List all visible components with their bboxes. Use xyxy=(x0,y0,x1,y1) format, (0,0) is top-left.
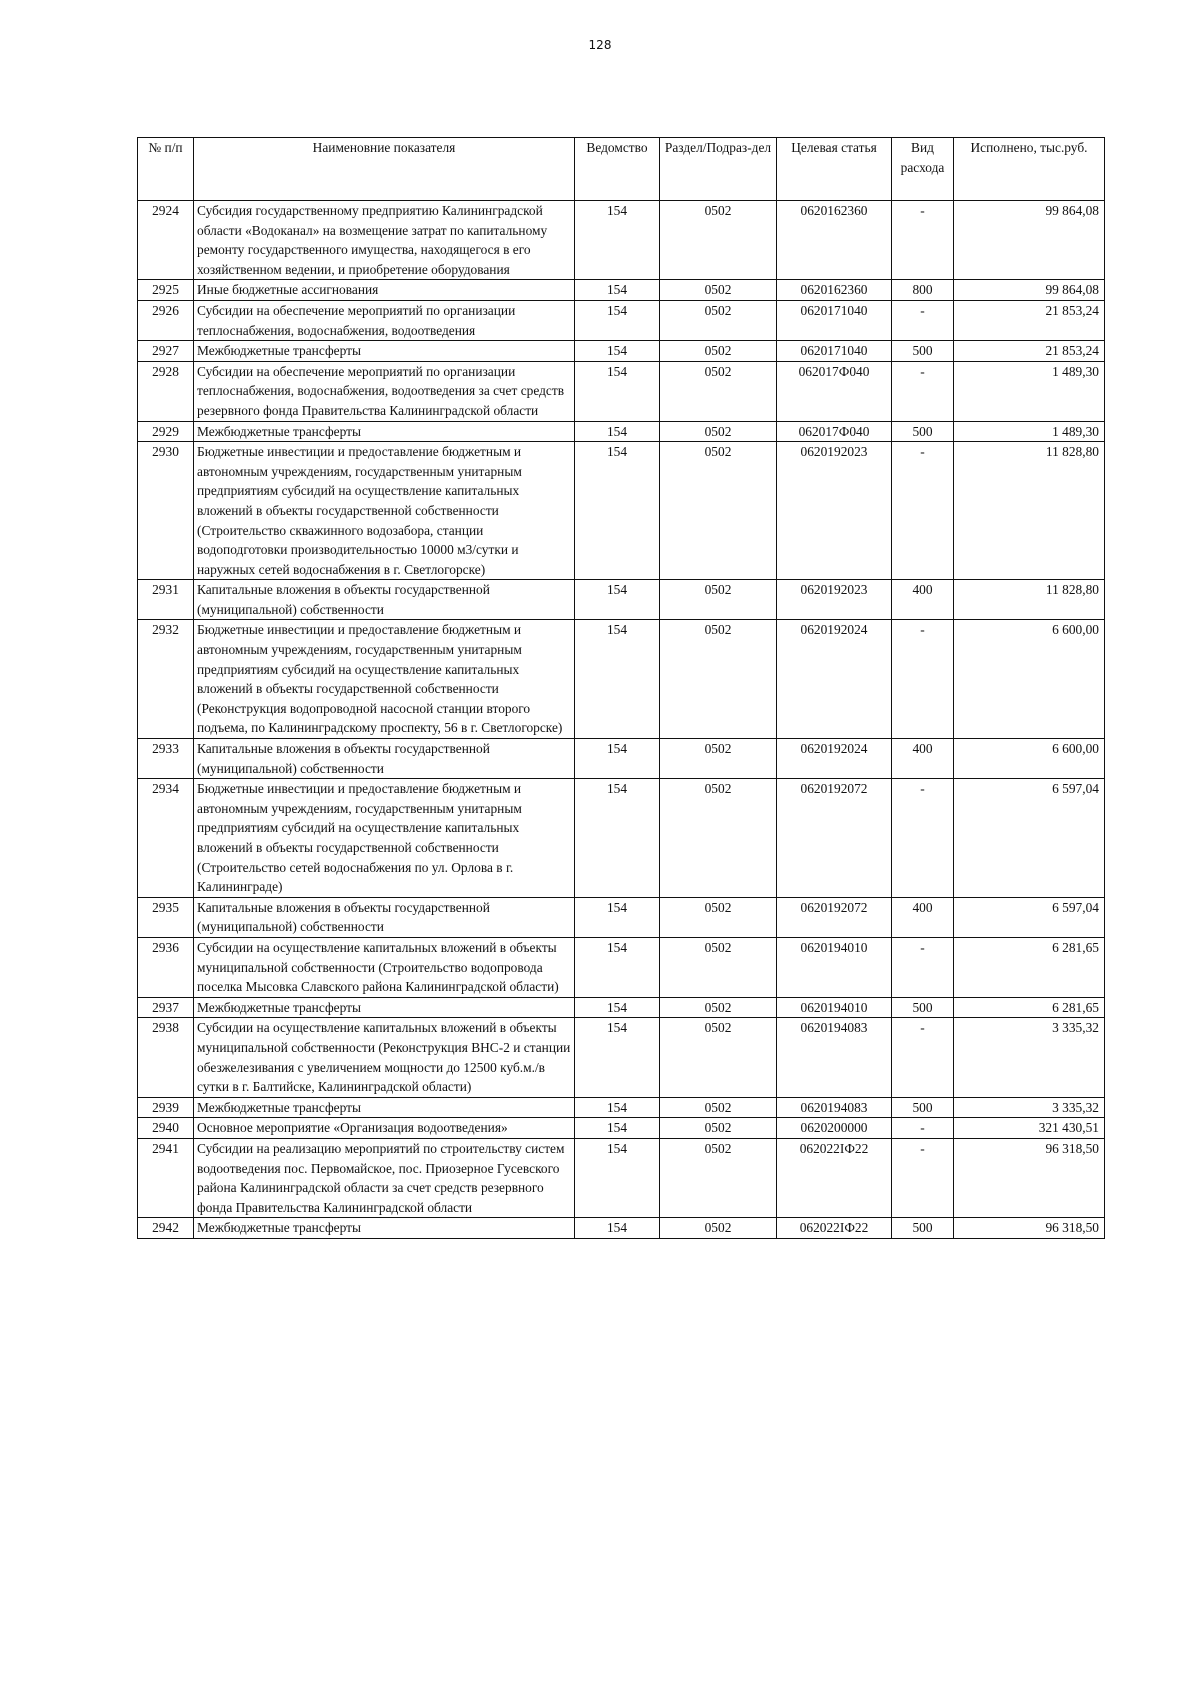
table-row xyxy=(138,201,1105,280)
indicator-name: Субсидия государственному предприятию Калининградской области «Водоканал» на возмещение затрат по капитальному ремонту государственного имущества, находящегося в его хозяйственном ведении, и приобретение оборудования xyxy=(194,201,575,280)
row-number: 2942 xyxy=(138,1218,194,1239)
target-article-cell: 0620192023 xyxy=(777,442,892,580)
executed-amount-cell: 6 281,65 xyxy=(954,997,1105,1018)
table-body xyxy=(138,201,1105,1239)
indicator-name: Межбюджетные трансферты xyxy=(194,1097,575,1118)
table-row xyxy=(138,1097,1105,1118)
budget-execution-table xyxy=(137,137,1105,1239)
expense-type-cell: - xyxy=(892,1118,954,1139)
expense-type-cell: 400 xyxy=(892,580,954,620)
target-article-cell: 0620162360 xyxy=(777,280,892,301)
indicator-name: Субсидии на осуществление капитальных вложений в объекты муниципальной собственности (Строительство водопровода поселка Мысовка Славского района Калининградской области) xyxy=(194,937,575,997)
vedomstvo-cell: 154 xyxy=(575,1018,660,1097)
razdel-cell: 0502 xyxy=(660,1118,777,1139)
indicator-name: Бюджетные инвестиции и предоставление бюджетным и автономным учреждениям, государственным унитарным предприятиям субсидий на осуществление капитальных вложений в объекты государственной собственности (Реконструкция водопроводной насосной станции второго подъема, по Калининградскому проспекту, 56 в г. Светлогорске) xyxy=(194,620,575,739)
indicator-name: Субсидии на обеспечение мероприятий по организации теплоснабжения, водоснабжения, водоотведения за счет средств резервного фонда Правительства Калининградской области xyxy=(194,361,575,421)
expense-type-cell: - xyxy=(892,201,954,280)
executed-amount-cell: 99 864,08 xyxy=(954,280,1105,301)
vedomstvo-cell: 154 xyxy=(575,997,660,1018)
table-row xyxy=(138,997,1105,1018)
row-number: 2926 xyxy=(138,300,194,340)
expense-type-cell: - xyxy=(892,1138,954,1217)
expense-type-cell: 500 xyxy=(892,341,954,362)
expense-type-cell: - xyxy=(892,937,954,997)
razdel-cell: 0502 xyxy=(660,1218,777,1239)
indicator-name: Межбюджетные трансферты xyxy=(194,997,575,1018)
table-row xyxy=(138,341,1105,362)
target-article-cell: 062017Ф040 xyxy=(777,361,892,421)
vedomstvo-cell: 154 xyxy=(575,201,660,280)
vedomstvo-cell: 154 xyxy=(575,937,660,997)
executed-amount-cell: 99 864,08 xyxy=(954,201,1105,280)
razdel-cell: 0502 xyxy=(660,997,777,1018)
table-row xyxy=(138,779,1105,898)
razdel-cell: 0502 xyxy=(660,779,777,898)
vedomstvo-cell: 154 xyxy=(575,280,660,301)
table-row xyxy=(138,1138,1105,1217)
razdel-cell: 0502 xyxy=(660,1097,777,1118)
target-article-cell: 062022ӀФ22 xyxy=(777,1138,892,1217)
table-row xyxy=(138,1218,1105,1239)
row-number: 2941 xyxy=(138,1138,194,1217)
indicator-name: Бюджетные инвестиции и предоставление бюджетным и автономным учреждениям, государственным унитарным предприятиям субсидий на осуществление капитальных вложений в объекты государственной собственности (Строительство скважинного водозабора, станции водоподготовки производительностью 10000 м3/сутки и наружных сетей водоснабжения в г. Светлогорске) xyxy=(194,442,575,580)
row-number: 2936 xyxy=(138,937,194,997)
indicator-name: Капитальные вложения в объекты государственной (муниципальной) собственности xyxy=(194,739,575,779)
indicator-name: Межбюджетные трансферты xyxy=(194,421,575,442)
header-vid: Вид расхода xyxy=(892,138,954,201)
expense-type-cell: - xyxy=(892,620,954,739)
indicator-name: Субсидии на реализацию мероприятий по строительству систем водоотведения пос. Первомайское, пос. Приозерное Гусевского района Калининградской области за счет средств резервного фонда Правительства Калининградской области xyxy=(194,1138,575,1217)
expense-type-cell: - xyxy=(892,1018,954,1097)
executed-amount-cell: 96 318,50 xyxy=(954,1138,1105,1217)
row-number: 2925 xyxy=(138,280,194,301)
vedomstvo-cell: 154 xyxy=(575,300,660,340)
row-number: 2929 xyxy=(138,421,194,442)
razdel-cell: 0502 xyxy=(660,937,777,997)
vedomstvo-cell: 154 xyxy=(575,421,660,442)
indicator-name: Межбюджетные трансферты xyxy=(194,341,575,362)
razdel-cell: 0502 xyxy=(660,1138,777,1217)
expense-type-cell: 500 xyxy=(892,421,954,442)
target-article-cell: 0620171040 xyxy=(777,300,892,340)
razdel-cell: 0502 xyxy=(660,897,777,937)
table-row xyxy=(138,1118,1105,1139)
expense-type-cell: 800 xyxy=(892,280,954,301)
header-razdel: Раздел/Подраз-дел xyxy=(660,138,777,201)
executed-amount-cell: 321 430,51 xyxy=(954,1118,1105,1139)
executed-amount-cell: 6 597,04 xyxy=(954,897,1105,937)
razdel-cell: 0502 xyxy=(660,280,777,301)
target-article-cell: 0620194010 xyxy=(777,997,892,1018)
indicator-name: Капитальные вложения в объекты государственной (муниципальной) собственности xyxy=(194,897,575,937)
vedomstvo-cell: 154 xyxy=(575,779,660,898)
target-article-cell: 0620162360 xyxy=(777,201,892,280)
expense-type-cell: 400 xyxy=(892,897,954,937)
target-article-cell: 062017Ф040 xyxy=(777,421,892,442)
indicator-name: Иные бюджетные ассигнования xyxy=(194,280,575,301)
row-number: 2935 xyxy=(138,897,194,937)
razdel-cell: 0502 xyxy=(660,620,777,739)
executed-amount-cell: 21 853,24 xyxy=(954,341,1105,362)
table-header-row xyxy=(138,138,1105,201)
executed-amount-cell: 3 335,32 xyxy=(954,1018,1105,1097)
executed-amount-cell: 6 600,00 xyxy=(954,620,1105,739)
table-row xyxy=(138,580,1105,620)
row-number: 2939 xyxy=(138,1097,194,1118)
executed-amount-cell: 1 489,30 xyxy=(954,421,1105,442)
vedomstvo-cell: 154 xyxy=(575,341,660,362)
vedomstvo-cell: 154 xyxy=(575,897,660,937)
row-number: 2924 xyxy=(138,201,194,280)
table-row xyxy=(138,620,1105,739)
razdel-cell: 0502 xyxy=(660,361,777,421)
target-article-cell: 0620192072 xyxy=(777,897,892,937)
row-number: 2931 xyxy=(138,580,194,620)
expense-type-cell: - xyxy=(892,779,954,898)
expense-type-cell: - xyxy=(892,442,954,580)
vedomstvo-cell: 154 xyxy=(575,442,660,580)
razdel-cell: 0502 xyxy=(660,1018,777,1097)
table-row xyxy=(138,1018,1105,1097)
target-article-cell: 0620192023 xyxy=(777,580,892,620)
indicator-name: Субсидии на осуществление капитальных вложений в объекты муниципальной собственности (Реконструкция ВНС-2 и станции обезжелезивания с увеличением мощности до 12500 куб.м./в сутки в г. Балтийске, Калининградской области) xyxy=(194,1018,575,1097)
vedomstvo-cell: 154 xyxy=(575,1138,660,1217)
executed-amount-cell: 1 489,30 xyxy=(954,361,1105,421)
vedomstvo-cell: 154 xyxy=(575,1097,660,1118)
razdel-cell: 0502 xyxy=(660,201,777,280)
indicator-name: Субсидии на обеспечение мероприятий по организации теплоснабжения, водоснабжения, водоотведения xyxy=(194,300,575,340)
target-article-cell: 0620200000 xyxy=(777,1118,892,1139)
indicator-name: Бюджетные инвестиции и предоставление бюджетным и автономным учреждениям, государственным унитарным предприятиям субсидий на осуществление капитальных вложений в объекты государственной собственности (Строительство сетей водоснабжения по ул. Орлова в г. Калининграде) xyxy=(194,779,575,898)
indicator-name: Основное мероприятие «Организация водоотведения» xyxy=(194,1118,575,1139)
razdel-cell: 0502 xyxy=(660,580,777,620)
table-row xyxy=(138,300,1105,340)
expense-type-cell: - xyxy=(892,300,954,340)
table-row xyxy=(138,442,1105,580)
expense-type-cell: 500 xyxy=(892,1218,954,1239)
vedomstvo-cell: 154 xyxy=(575,1218,660,1239)
header-ispolneno: Исполнено, тыс.руб. xyxy=(954,138,1105,201)
executed-amount-cell: 11 828,80 xyxy=(954,442,1105,580)
table-row xyxy=(138,739,1105,779)
vedomstvo-cell: 154 xyxy=(575,1118,660,1139)
razdel-cell: 0502 xyxy=(660,442,777,580)
razdel-cell: 0502 xyxy=(660,300,777,340)
executed-amount-cell: 96 318,50 xyxy=(954,1218,1105,1239)
target-article-cell: 0620194010 xyxy=(777,937,892,997)
table-row xyxy=(138,361,1105,421)
vedomstvo-cell: 154 xyxy=(575,580,660,620)
header-vedomstvo: Ведомство xyxy=(575,138,660,201)
table-row xyxy=(138,421,1105,442)
target-article-cell: 0620192024 xyxy=(777,620,892,739)
vedomstvo-cell: 154 xyxy=(575,361,660,421)
table-row xyxy=(138,937,1105,997)
table-row xyxy=(138,280,1105,301)
executed-amount-cell: 11 828,80 xyxy=(954,580,1105,620)
row-number: 2937 xyxy=(138,997,194,1018)
table-row xyxy=(138,897,1105,937)
razdel-cell: 0502 xyxy=(660,421,777,442)
expense-type-cell: - xyxy=(892,361,954,421)
executed-amount-cell: 6 600,00 xyxy=(954,739,1105,779)
header-num: № п/п xyxy=(138,138,194,201)
row-number: 2934 xyxy=(138,779,194,898)
executed-amount-cell: 21 853,24 xyxy=(954,300,1105,340)
vedomstvo-cell: 154 xyxy=(575,739,660,779)
row-number: 2938 xyxy=(138,1018,194,1097)
row-number: 2930 xyxy=(138,442,194,580)
indicator-name: Межбюджетные трансферты xyxy=(194,1218,575,1239)
executed-amount-cell: 6 597,04 xyxy=(954,779,1105,898)
expense-type-cell: 500 xyxy=(892,997,954,1018)
indicator-name: Капитальные вложения в объекты государственной (муниципальной) собственности xyxy=(194,580,575,620)
expense-type-cell: 500 xyxy=(892,1097,954,1118)
target-article-cell: 062022ӀФ22 xyxy=(777,1218,892,1239)
executed-amount-cell: 3 335,32 xyxy=(954,1097,1105,1118)
target-article-cell: 0620171040 xyxy=(777,341,892,362)
razdel-cell: 0502 xyxy=(660,341,777,362)
target-article-cell: 0620192072 xyxy=(777,779,892,898)
row-number: 2932 xyxy=(138,620,194,739)
page-number: 128 xyxy=(588,38,612,52)
expense-type-cell: 400 xyxy=(892,739,954,779)
header-name: Наименовние показателя xyxy=(194,138,575,201)
header-statya: Целевая статья xyxy=(777,138,892,201)
target-article-cell: 0620192024 xyxy=(777,739,892,779)
target-article-cell: 0620194083 xyxy=(777,1018,892,1097)
executed-amount-cell: 6 281,65 xyxy=(954,937,1105,997)
row-number: 2940 xyxy=(138,1118,194,1139)
razdel-cell: 0502 xyxy=(660,739,777,779)
row-number: 2933 xyxy=(138,739,194,779)
target-article-cell: 0620194083 xyxy=(777,1097,892,1118)
vedomstvo-cell: 154 xyxy=(575,620,660,739)
row-number: 2927 xyxy=(138,341,194,362)
row-number: 2928 xyxy=(138,361,194,421)
